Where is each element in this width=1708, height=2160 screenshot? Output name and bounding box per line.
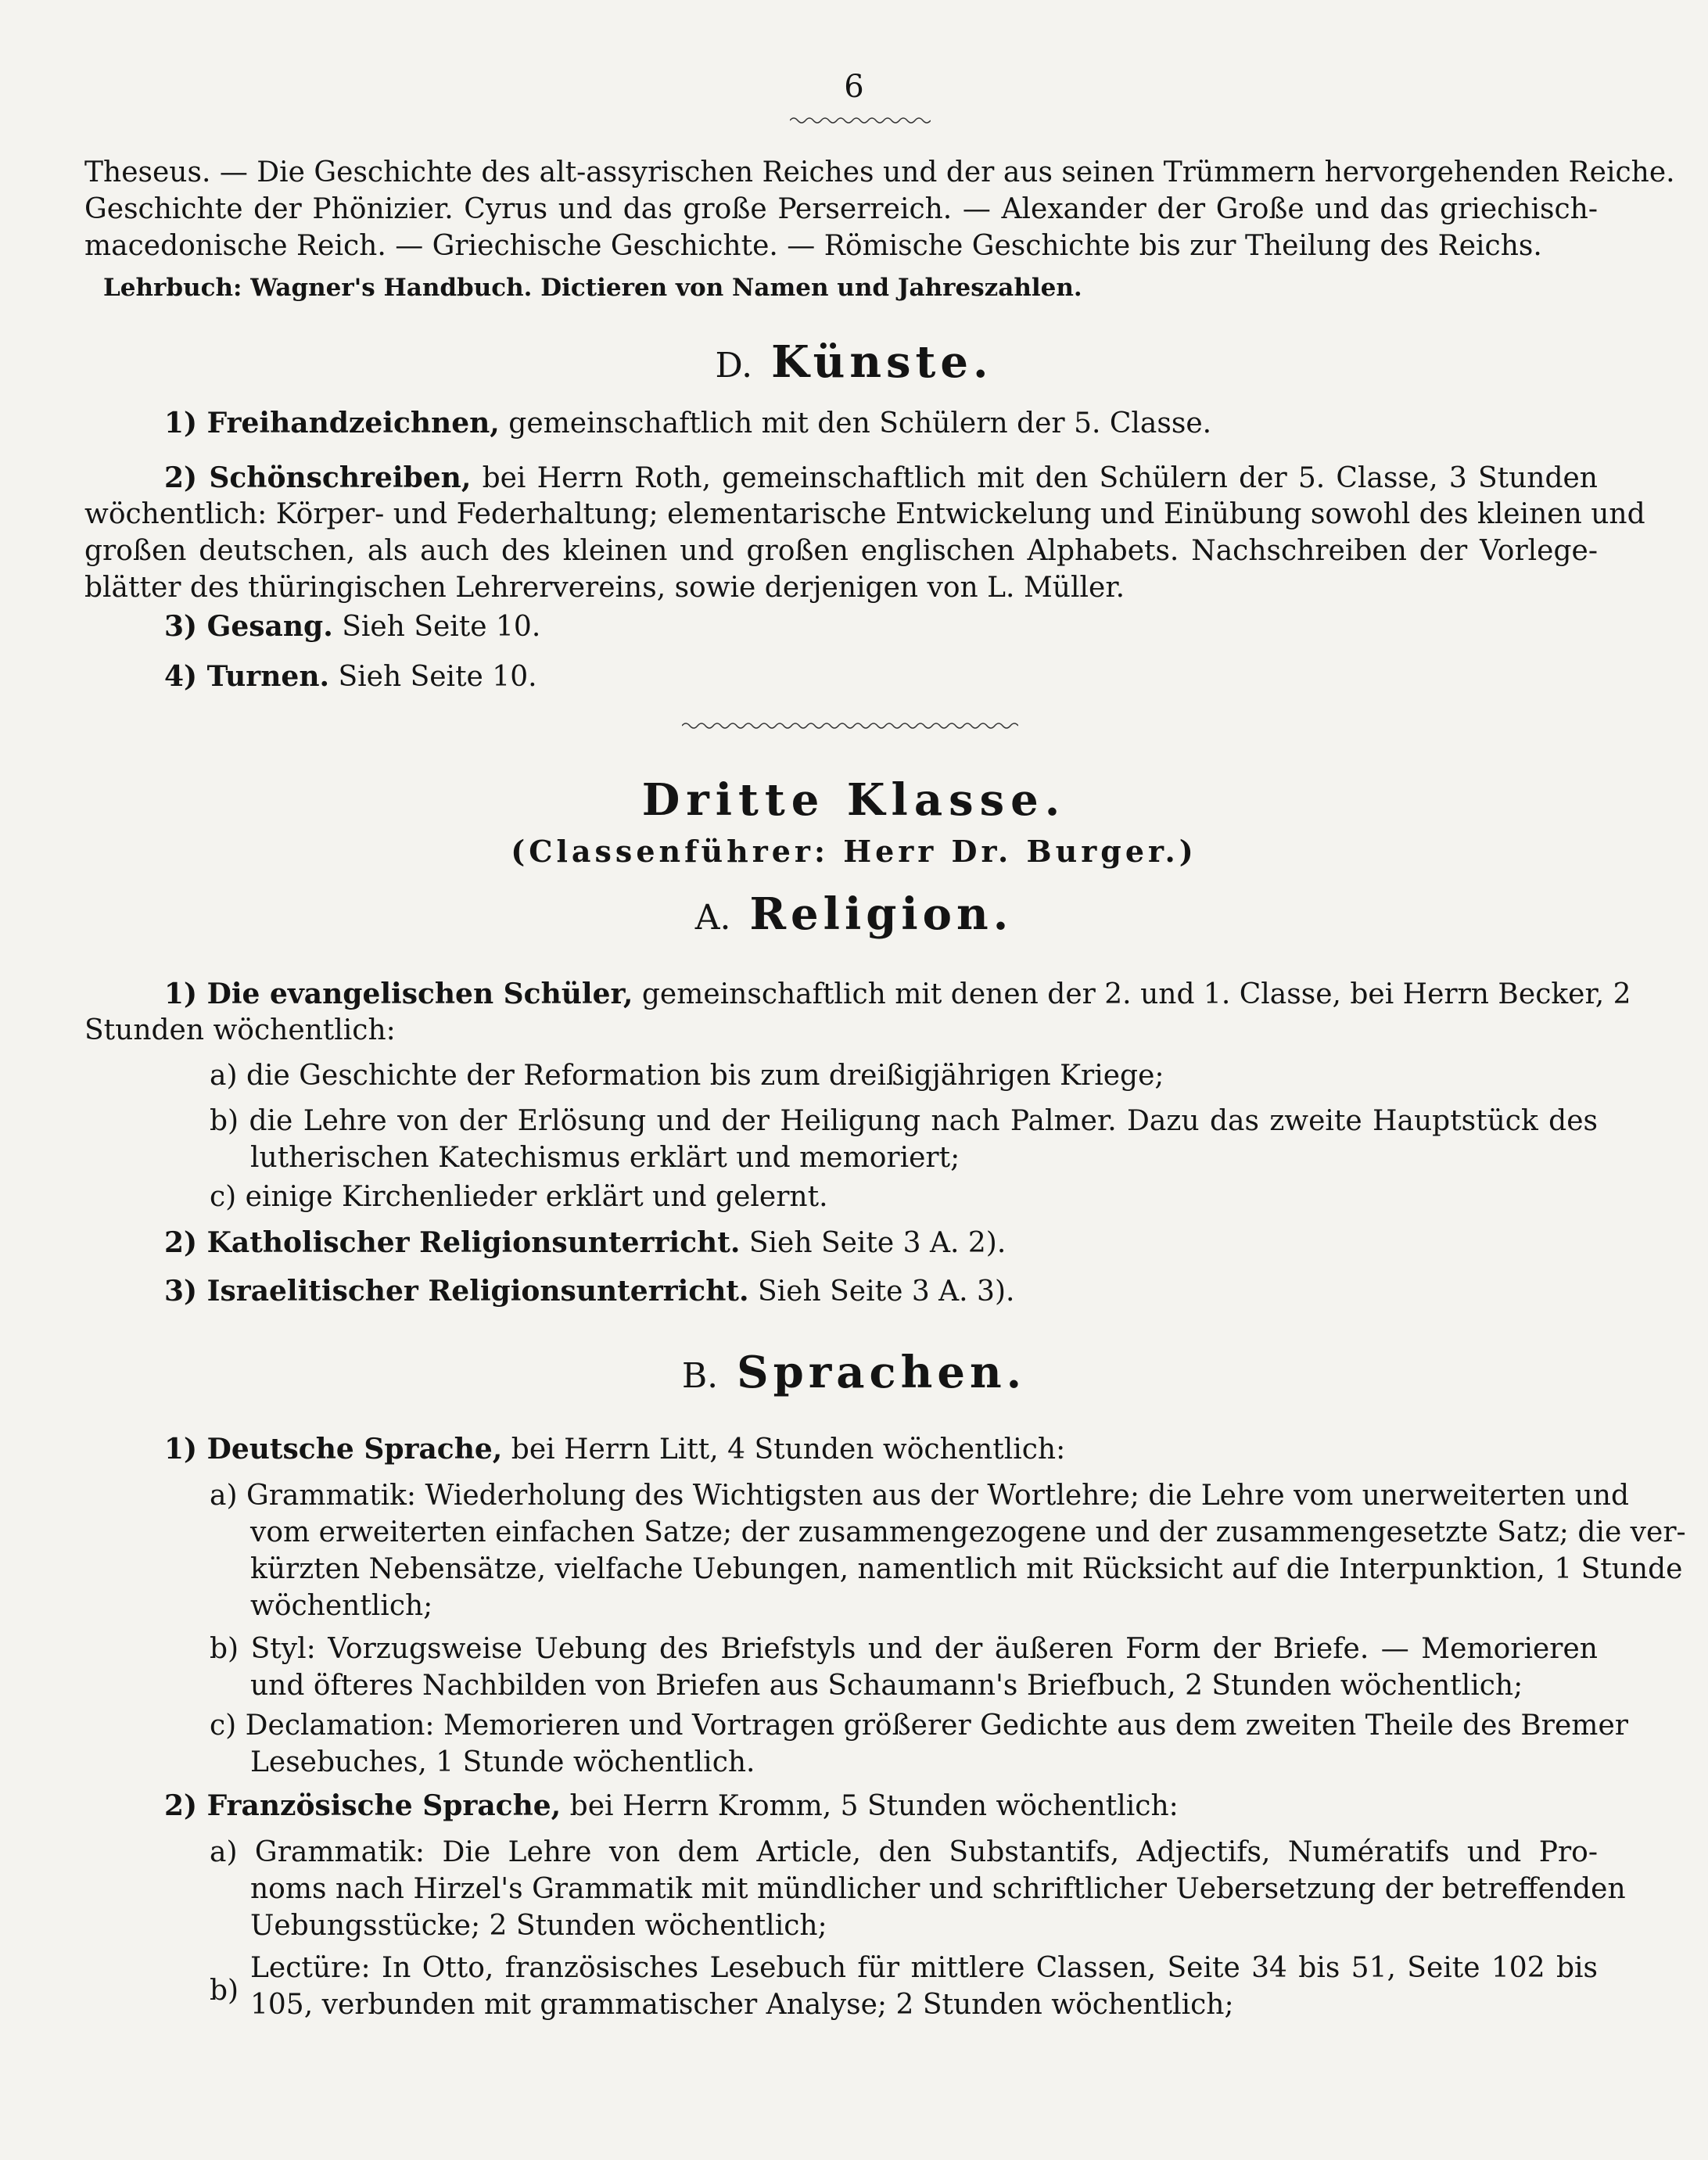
franz-b-label: b) [210, 1975, 239, 2007]
franz-lectuere-line-1: Lectüre: In Otto, französisches Lesebuch für mittlere Classen, Seite 34 bis 51, Seite 102 bis [250, 1952, 1598, 1984]
religion-item-1-line-1 [164, 978, 1631, 1010]
section-title: Sprachen. [737, 1347, 1027, 1398]
sprachen-item-1 [164, 1433, 1065, 1466]
section-letter: D. [715, 346, 753, 386]
class-title: Dritte Klasse. [641, 774, 1067, 826]
section-heading-sprachen [0, 1347, 1708, 1398]
section-letter: B. [681, 1356, 719, 1396]
religion-sub-c: c) einige Kirchenlieder erklärt und gelernt. [210, 1181, 828, 1213]
deutsch-c-line-2: Lesebuches, 1 Stunde wöchentlich. [250, 1746, 755, 1778]
item-text: Sieh Seite 10. [342, 611, 541, 643]
kuenste-item-2-line-2: wöchentlich: Körper- und Federhaltung; elementarische Entwickelung und Einübung sowohl des kleinen und [84, 498, 1645, 530]
franz-lectuere-line-2: 105, verbunden mit grammatischer Analyse; 2 Stunden wöchentlich; [250, 1989, 1234, 2021]
religion-sub-b-line-2: lutherischen Katechismus erklärt und memoriert; [250, 1142, 960, 1174]
item-text: Sieh Seite 3 A. 3). [758, 1276, 1015, 1308]
section-title: Religion. [749, 888, 1014, 940]
class-leader: (Classenführer: Herr Dr. Burger.) [511, 834, 1197, 869]
religion-item-3 [164, 1275, 1014, 1308]
item-heading: 3) Israelitischer Religionsunterricht. [164, 1275, 749, 1308]
religion-item-1-line-2: Stunden wöchentlich: [84, 1014, 396, 1046]
item-text: gemeinschaftlich mit den Schülern der 5. Classe. [508, 407, 1212, 440]
item-heading: 2) Katholischer Religionsunterricht. [164, 1226, 741, 1259]
item-text: bei Herrn Litt, 4 Stunden wöchentlich: [511, 1433, 1066, 1466]
item-heading: 1) Die evangelischen Schüler, [164, 978, 633, 1010]
intro-line-2: Geschichte der Phönizier. Cyrus und das große Perserreich. — Alexander der Große und das griechisch- [84, 193, 1598, 225]
intro-line-3: macedonische Reich. — Griechische Geschichte. — Römische Geschichte bis zur Theilung des Reichs. [84, 230, 1542, 262]
kuenste-item-2-line-4: blätter des thüringischen Lehrervereins, sowie derjenigen von L. Müller. [84, 572, 1125, 604]
section-letter: A. [694, 898, 731, 938]
deutsch-b-line-2: und öfteres Nachbilden von Briefen aus Schaumann's Briefbuch, 2 Stunden wöchentlich; [250, 1670, 1523, 1702]
item-text: Sieh Seite 10. [338, 661, 537, 693]
deutsch-a-line-1: a) Grammatik: Wiederholung des Wichtigsten aus der Wortlehre; die Lehre vom unerweiterten und [210, 1480, 1629, 1512]
franz-a-line-1: a) Grammatik: Die Lehre von dem Article, den Substantifs, Adjectifs, Numératifs und Pro- [210, 1836, 1598, 1868]
section-heading-kuenste [0, 336, 1708, 388]
section-divider [682, 721, 1018, 730]
deutsch-b-line-1: b) Styl: Vorzugsweise Uebung des Briefstyls und der äußeren Form der Briefe. — Memorieren [210, 1633, 1598, 1665]
item-text: Sieh Seite 3 A. 2). [748, 1227, 1006, 1259]
section-title: Künste. [771, 336, 993, 388]
deutsch-a-line-2: vom erweiterten einfachen Satze; der zusammengezogene und der zusammengesetzte Satz; die ver- [250, 1516, 1686, 1548]
item-heading: 4) Turnen. [164, 660, 330, 693]
deutsch-c-line-1: c) Declamation: Memorieren und Vortragen größerer Gedichte aus dem zweiten Theile des Bremer [210, 1710, 1628, 1742]
kuenste-item-2-line-3: großen deutschen, als auch des kleinen und großen englischen Alphabets. Nachschreiben der Vorlege- [84, 535, 1598, 567]
section-heading-religion [0, 888, 1708, 940]
page-number: 6 [844, 69, 864, 105]
item-heading: 1) Freihandzeichnen, [164, 407, 500, 440]
ornament-wave [790, 116, 931, 125]
deutsch-a-line-3: kürzten Nebensätze, vielfache Uebungen, namentlich mit Rücksicht auf die Interpunktion, 1 Stunde [250, 1553, 1683, 1585]
item-text: gemeinschaftlich mit denen der 2. und 1. Classe, bei Herrn Becker, 2 [641, 978, 1631, 1010]
franz-a-line-3: Uebungsstücke; 2 Stunden wöchentlich; [250, 1910, 827, 1942]
item-heading: 1) Deutsche Sprache, [164, 1433, 503, 1466]
kuenste-item-1 [164, 407, 1211, 440]
religion-item-2 [164, 1226, 1006, 1259]
religion-sub-a: a) die Geschichte der Reformation bis zum dreißigjährigen Kriege; [210, 1060, 1164, 1092]
religion-sub-b-line-1: b) die Lehre von der Erlösung und der Heiligung nach Palmer. Dazu das zweite Hauptstück des [210, 1105, 1598, 1137]
item-heading: 2) Französische Sprache, [164, 1789, 562, 1822]
lehrbuch-note: Lehrbuch: Wagner's Handbuch. Dictieren von Namen und Jahreszahlen. [103, 274, 1082, 302]
deutsch-a-line-4: wöchentlich; [250, 1590, 433, 1622]
item-text: bei Herrn Kromm, 5 Stunden wöchentlich: [569, 1790, 1179, 1822]
kuenste-item-2-line-1 [164, 461, 1598, 494]
item-heading: 2) Schönschreiben, [164, 461, 472, 494]
kuenste-item-4 [164, 660, 537, 693]
sprachen-item-2 [164, 1789, 1179, 1822]
kuenste-item-3 [164, 610, 540, 643]
franz-a-line-2: noms nach Hirzel's Grammatik mit mündlicher und schriftlicher Uebersetzung der betreffenden [250, 1873, 1626, 1905]
intro-line-1: Theseus. — Die Geschichte des alt-assyrischen Reiches und der aus seinen Trümmern hervorgehenden Reiche. [84, 156, 1675, 188]
item-text: bei Herrn Roth, gemeinschaftlich mit den Schülern der 5. Classe, 3 Stunden [482, 462, 1598, 494]
item-heading: 3) Gesang. [164, 610, 333, 643]
